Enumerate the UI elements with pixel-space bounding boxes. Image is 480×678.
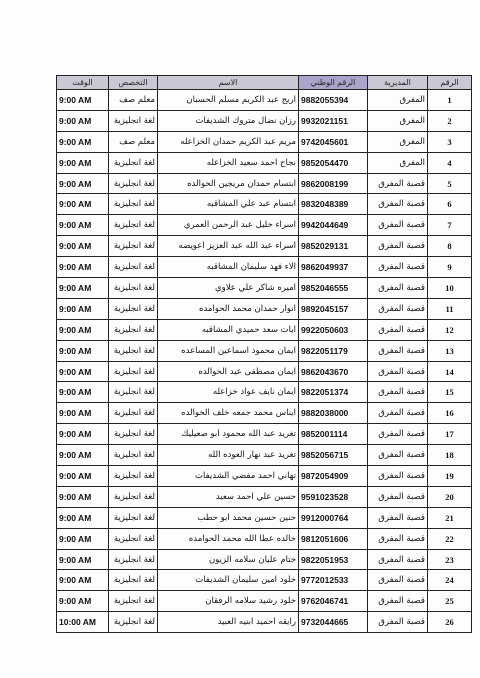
cell-name: انوار حمدان محمد الحوامده (158, 298, 299, 319)
cell-specialty: لغة انجليزية (109, 257, 158, 278)
cell-number: 8 (428, 236, 472, 257)
cell-number: 18 (428, 445, 472, 466)
cell-number: 12 (428, 319, 472, 340)
cell-time: 9:00 AM (57, 591, 109, 612)
cell-specialty: لغة انجليزية (109, 215, 158, 236)
cell-national-id: 9852029131 (299, 236, 368, 257)
table-row (57, 549, 472, 570)
cell-specialty: لغة انجليزية (109, 507, 158, 528)
cell-number: 17 (428, 424, 472, 445)
cell-name: حنين حسين محمد ابو حطب (158, 507, 299, 528)
cell-specialty: لغة انجليزية (109, 486, 158, 507)
cell-number: 22 (428, 528, 472, 549)
cell-specialty: لغة انجليزية (109, 382, 158, 403)
cell-directorate: قصبة المفرق (368, 361, 428, 382)
cell-national-id: 9762046741 (299, 591, 368, 612)
cell-specialty: لغة انجليزية (109, 612, 158, 633)
cell-name: ايات سعد حميدي المشاقبه (158, 319, 299, 340)
table-row (57, 319, 472, 340)
cell-directorate: قصبة المفرق (368, 403, 428, 424)
table-row (57, 507, 472, 528)
cell-time: 9:00 AM (57, 486, 109, 507)
table-row (57, 382, 472, 403)
cell-national-id: 9882038000 (299, 403, 368, 424)
cell-name: رزان نضال متروك الشديفات (158, 110, 299, 131)
cell-name: ختام عليان سلامه الزيون (158, 549, 299, 570)
table-row (57, 278, 472, 299)
cell-directorate: قصبة المفرق (368, 173, 428, 194)
table-row (57, 131, 472, 152)
header-time: الوقت (57, 76, 109, 90)
cell-name: ايمان محمود اسماعين المساعده (158, 340, 299, 361)
cell-national-id: 9742045601 (299, 131, 368, 152)
cell-name: ايمان نايف عواد خزاعله (158, 382, 299, 403)
header-national-id: الرقم الوطني (299, 76, 368, 90)
cell-national-id: 9882055394 (299, 90, 368, 111)
cell-specialty: لغة انجليزية (109, 319, 158, 340)
cell-specialty: لغة انجليزية (109, 591, 158, 612)
cell-specialty: لغة انجليزية (109, 278, 158, 299)
table-row (57, 361, 472, 382)
cell-directorate: قصبة المفرق (368, 278, 428, 299)
cell-time: 9:00 AM (57, 257, 109, 278)
cell-directorate: قصبة المفرق (368, 257, 428, 278)
cell-specialty: لغة انجليزية (109, 173, 158, 194)
cell-number: 4 (428, 152, 472, 173)
cell-number: 7 (428, 215, 472, 236)
table-row (57, 528, 472, 549)
cell-directorate: المفرق (368, 110, 428, 131)
table-row (57, 403, 472, 424)
cell-directorate: المفرق (368, 90, 428, 111)
cell-name: اسراء عبد الله عبد العزيز اعويضه (158, 236, 299, 257)
table-row (57, 612, 472, 633)
table-row (57, 570, 472, 591)
cell-national-id: 9852054470 (299, 152, 368, 173)
table-row (57, 152, 472, 173)
cell-national-id: 9862049937 (299, 257, 368, 278)
cell-directorate: قصبة المفرق (368, 445, 428, 466)
cell-time: 10:00 AM (57, 612, 109, 633)
cell-name: نجاح احمد سعيد الخزاعله (158, 152, 299, 173)
table-row (57, 215, 472, 236)
cell-specialty: لغة انجليزية (109, 424, 158, 445)
cell-time: 9:00 AM (57, 152, 109, 173)
cell-time: 9:00 AM (57, 528, 109, 549)
cell-directorate: المفرق (368, 152, 428, 173)
cell-specialty: لغة انجليزية (109, 549, 158, 570)
table-row (57, 194, 472, 215)
cell-directorate: قصبة المفرق (368, 486, 428, 507)
cell-time: 9:00 AM (57, 466, 109, 487)
cell-time: 9:00 AM (57, 445, 109, 466)
cell-national-id: 9732044665 (299, 612, 368, 633)
cell-national-id: 9862043670 (299, 361, 368, 382)
cell-name: تغريد عبد نهار العوده الله (158, 445, 299, 466)
cell-name: حسين علي احمد سعيد (158, 486, 299, 507)
table-row (57, 486, 472, 507)
cell-time: 9:00 AM (57, 110, 109, 131)
cell-national-id: 9912000764 (299, 507, 368, 528)
cell-specialty: معلم صف (109, 90, 158, 111)
cell-name: خلود امين سليمان الشديفات (158, 570, 299, 591)
cell-time: 9:00 AM (57, 90, 109, 111)
cell-directorate: قصبة المفرق (368, 591, 428, 612)
cell-number: 10 (428, 278, 472, 299)
cell-time: 9:00 AM (57, 278, 109, 299)
cell-name: خلود رشيد سلامه الرفقان (158, 591, 299, 612)
cell-name: اريج عبد الكريم مسلم الحسبان (158, 90, 299, 111)
header-row (57, 76, 472, 90)
cell-national-id: 9892045157 (299, 298, 368, 319)
cell-time: 9:00 AM (57, 319, 109, 340)
cell-specialty: لغة انجليزية (109, 403, 158, 424)
cell-directorate: قصبة المفرق (368, 466, 428, 487)
cell-national-id: 9872054909 (299, 466, 368, 487)
cell-name: خالده عطا الله محمد الحوامده (158, 528, 299, 549)
cell-specialty: لغة انجليزية (109, 340, 158, 361)
cell-time: 9:00 AM (57, 236, 109, 257)
cell-number: 24 (428, 570, 472, 591)
cell-number: 16 (428, 403, 472, 424)
cell-number: 26 (428, 612, 472, 633)
cell-national-id: 9772012533 (299, 570, 368, 591)
cell-number: 1 (428, 90, 472, 111)
cell-specialty: لغة انجليزية (109, 298, 158, 319)
cell-number: 20 (428, 486, 472, 507)
cell-number: 9 (428, 257, 472, 278)
cell-name: رايقه احميد ابنيه العبيد (158, 612, 299, 633)
cell-national-id: 9922050603 (299, 319, 368, 340)
cell-number: 2 (428, 110, 472, 131)
table-row (57, 173, 472, 194)
cell-directorate: قصبة المفرق (368, 612, 428, 633)
cell-directorate: قصبة المفرق (368, 549, 428, 570)
header-specialty: التخصص (109, 76, 158, 90)
cell-directorate: قصبة المفرق (368, 236, 428, 257)
cell-time: 9:00 AM (57, 570, 109, 591)
header-name: الاسم (158, 76, 299, 90)
cell-time: 9:00 AM (57, 340, 109, 361)
cell-time: 9:00 AM (57, 361, 109, 382)
cell-directorate: المفرق (368, 131, 428, 152)
table-row (57, 257, 472, 278)
cell-specialty: لغة انجليزية (109, 528, 158, 549)
table-body (57, 90, 472, 633)
cell-national-id: 9862008199 (299, 173, 368, 194)
cell-national-id: 9591023528 (299, 486, 368, 507)
cell-specialty: لغة انجليزية (109, 445, 158, 466)
cell-directorate: قصبة المفرق (368, 319, 428, 340)
cell-national-id: 9822051953 (299, 549, 368, 570)
cell-number: 23 (428, 549, 472, 570)
cell-time: 9:00 AM (57, 382, 109, 403)
table-row (57, 110, 472, 131)
cell-directorate: قصبة المفرق (368, 507, 428, 528)
cell-directorate: قصبة المفرق (368, 215, 428, 236)
cell-time: 9:00 AM (57, 403, 109, 424)
cell-number: 14 (428, 361, 472, 382)
cell-national-id: 9932021151 (299, 110, 368, 131)
cell-specialty: لغة انجليزية (109, 361, 158, 382)
header-directorate: المديرية (368, 76, 428, 90)
cell-specialty: لغة انجليزية (109, 110, 158, 131)
cell-number: 25 (428, 591, 472, 612)
cell-time: 9:00 AM (57, 215, 109, 236)
cell-time: 9:00 AM (57, 424, 109, 445)
cell-national-id: 9832048389 (299, 194, 368, 215)
cell-number: 3 (428, 131, 472, 152)
header-number: الرقم (428, 76, 472, 90)
cell-name: اسراء خليل عبد الرحمن العمري (158, 215, 299, 236)
cell-specialty: لغة انجليزية (109, 194, 158, 215)
table-row (57, 466, 472, 487)
cell-national-id: 9942044649 (299, 215, 368, 236)
cell-name: تغريد عبد الله محمود ابو صعيليك (158, 424, 299, 445)
cell-specialty: لغة انجليزية (109, 152, 158, 173)
cell-name: ابتسام عبد علي المشاقبه (158, 194, 299, 215)
cell-number: 21 (428, 507, 472, 528)
cell-number: 6 (428, 194, 472, 215)
cell-directorate: قصبة المفرق (368, 298, 428, 319)
cell-specialty: لغة انجليزية (109, 236, 158, 257)
cell-national-id: 9852001114 (299, 424, 368, 445)
roster-table (56, 75, 472, 633)
cell-number: 11 (428, 298, 472, 319)
cell-name: الاء فهد سليمان المشاقبه (158, 257, 299, 278)
cell-time: 9:00 AM (57, 131, 109, 152)
cell-name: مريم عبد الكريم حمدان الخزاعله (158, 131, 299, 152)
table-row (57, 445, 472, 466)
table-header (57, 76, 472, 90)
cell-time: 9:00 AM (57, 194, 109, 215)
cell-name: اميره شاكر علي علاوي (158, 278, 299, 299)
cell-directorate: قصبة المفرق (368, 424, 428, 445)
cell-specialty: معلم صف (109, 131, 158, 152)
table-row (57, 340, 472, 361)
cell-national-id: 9852056715 (299, 445, 368, 466)
cell-directorate: قصبة المفرق (368, 570, 428, 591)
cell-time: 9:00 AM (57, 549, 109, 570)
cell-time: 9:00 AM (57, 173, 109, 194)
cell-time: 9:00 AM (57, 298, 109, 319)
cell-directorate: قصبة المفرق (368, 382, 428, 403)
cell-national-id: 9852046555 (299, 278, 368, 299)
cell-number: 5 (428, 173, 472, 194)
table-row (57, 591, 472, 612)
cell-national-id: 9822051374 (299, 382, 368, 403)
cell-number: 13 (428, 340, 472, 361)
cell-specialty: لغة انجليزية (109, 466, 158, 487)
cell-directorate: قصبة المفرق (368, 194, 428, 215)
cell-name: ايناس محمد جمعه خلف الخوالده (158, 403, 299, 424)
table-row (57, 424, 472, 445)
table-row (57, 298, 472, 319)
cell-time: 9:00 AM (57, 507, 109, 528)
cell-directorate: قصبة المفرق (368, 528, 428, 549)
cell-name: تهاني احمد مفضي الشديفات (158, 466, 299, 487)
cell-number: 15 (428, 382, 472, 403)
table-row (57, 90, 472, 111)
cell-name: ايمان مصطفى عيد الخوالده (158, 361, 299, 382)
cell-directorate: قصبة المفرق (368, 340, 428, 361)
table-row (57, 236, 472, 257)
cell-number: 19 (428, 466, 472, 487)
cell-national-id: 9812051606 (299, 528, 368, 549)
cell-name: ابتسام حمدان مريجين الخوالده (158, 173, 299, 194)
cell-national-id: 9822051179 (299, 340, 368, 361)
cell-specialty: لغة انجليزية (109, 570, 158, 591)
